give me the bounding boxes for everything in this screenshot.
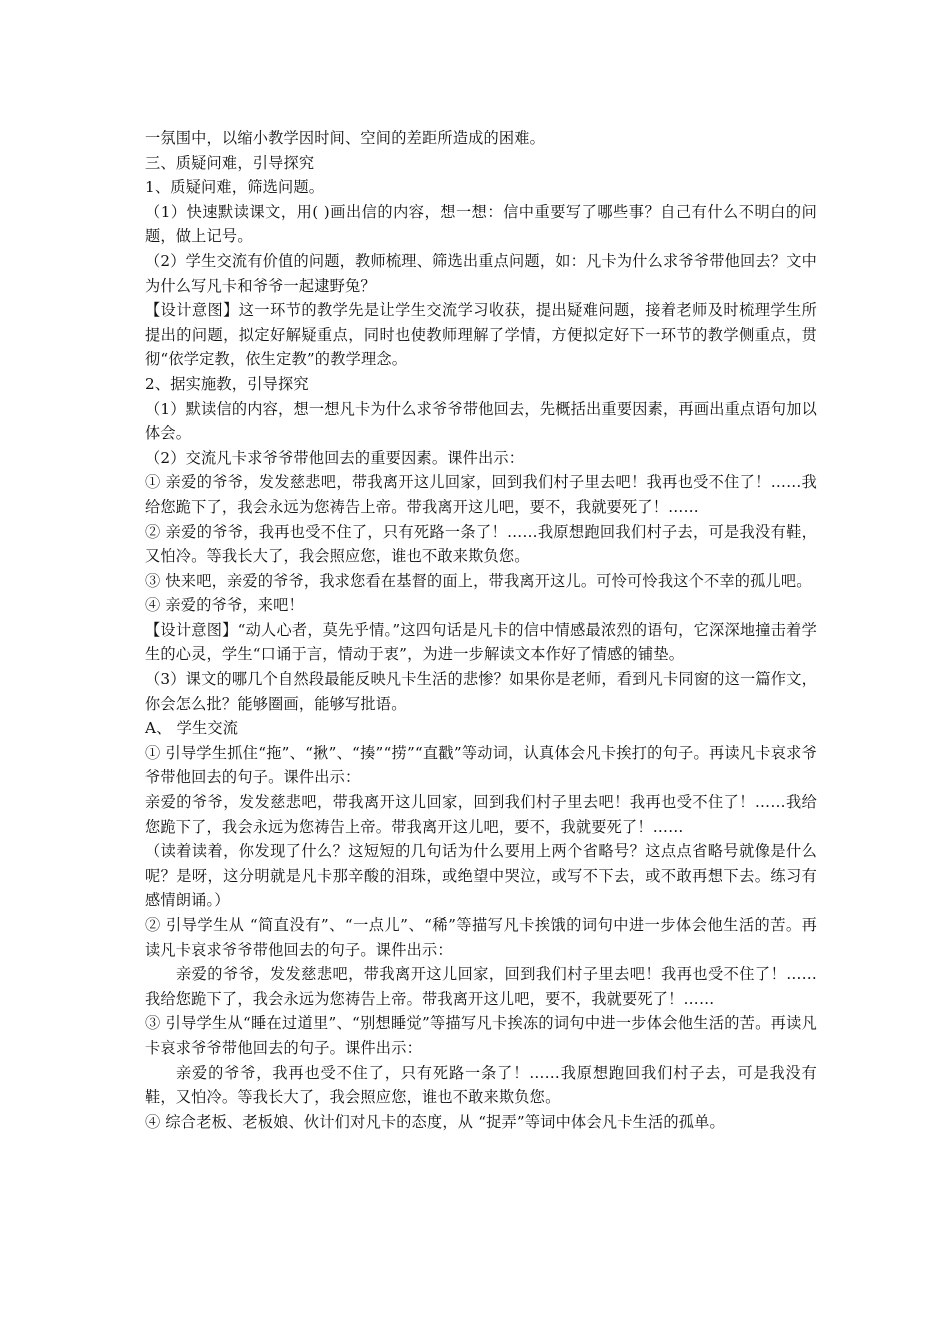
- paragraph: （3）课文的哪几个自然段最能反映凡卡生活的悲惨？如果你是老师，看到凡卡同窗的这一篇作文，你会怎么批？能够圈画，能够写批语。: [145, 670, 817, 713]
- quote-item: ② 亲爱的爷爷，我再也受不住了，只有死路一条了！……我原想跑回我们村子去，可是我没有鞋，又怕冷。等我长大了，我会照应您，谁也不敢来欺负您。: [145, 522, 817, 566]
- paragraph: （1）快速默读课文，用( )画出信的内容，想一想：信中重要写了哪些事？自己有什么不明白的问题，做上记号。: [145, 202, 817, 246]
- quote-item: ④ 亲爱的爷爷，来吧！: [145, 596, 304, 615]
- subsection-heading: 2、据实施教，引导探究: [145, 374, 309, 393]
- paragraph: （读着读着，你发现了什么？这短短的几句话为什么要用上两个省略号？这点点省略号就像是什么呢？是呀，这分明就是凡卡那辛酸的泪珠，或绝望中哭泣，或写不下去，或不敢再想下去。练习有感情朗诵。）: [145, 842, 817, 910]
- list-item: ② 引导学生从 “简直没有”、“一点儿”、“稀”等描写凡卡挨饿的词句中进一步体会他生活的苦。再读凡卡哀求爷爷带他回去的句子。课件出示：: [145, 916, 817, 959]
- design-intent-paragraph: 【设计意图】这一环节的教学先是让学生交流学习收获，提出疑难问题，接着老师及时梳理学生所提出的问题，拟定好解疑重点，同时也使教师理解了学情，方便拟定好下一环节的教学侧重点，贯彻“依学定教，依生定教”的教学理念。: [145, 301, 817, 369]
- design-intent-paragraph: 【设计意图】“动人心者，莫先乎情。”这四句话是凡卡的信中情感最浓烈的语句，它深深地撞击着学生的心灵，学生“口诵于言，情动于衷”，为进一步解读文本作好了情感的铺垫。: [145, 620, 817, 664]
- list-item: ③ 引导学生从“睡在过道里”、“别想睡觉”等描写凡卡挨冻的词句中进一步体会他生活的苦。再读凡卡哀求爷爷带他回去的句子。课件出示：: [145, 1014, 817, 1057]
- list-item: ④ 综合老板、老板娘、伙计们对凡卡的态度，从 “捉弄”等词中体会凡卡生活的孤单。: [145, 1112, 725, 1131]
- subsection-heading: 1、质疑问难，筛选问题。: [145, 178, 325, 197]
- subsection-heading: A、 学生交流: [145, 719, 239, 738]
- section-heading: 三、质疑问难，引导探究: [145, 153, 315, 172]
- paragraph: （2）交流凡卡求爷爷带他回去的重要因素。课件出示：: [145, 448, 525, 467]
- quote-paragraph: 亲爱的爷爷，发发慈悲吧，带我离开这儿回家，回到我们村子里去吧！我再也受不住了！……我给您跪下了，我会永远为您祷告上帝。带我离开这儿吧，要不，我就要死了！……: [145, 793, 817, 836]
- paragraph: 一氛围中，以缩小教学因时间、空间的差距所造成的困难。: [145, 129, 546, 147]
- quote-item: ① 亲爱的爷爷，发发慈悲吧，带我离开这儿回家，回到我们村子里去吧！我再也受不住了！……我给您跪下了，我会永远为您祷告上帝。带我离开这儿吧，要不，我就要死了！……: [145, 473, 817, 516]
- document-page: [145, 126, 817, 1134]
- quote-paragraph: 亲爱的爷爷，发发慈悲吧，带我离开这儿回家，回到我们村子里去吧！我再也受不住了！……我给您跪下了，我会永远为您祷告上帝。带我离开这儿吧，要不，我就要死了！……: [145, 965, 817, 1008]
- paragraph: （1）默读信的内容，想一想凡卡为什么求爷爷带他回去，先概括出重要因素，再画出重点语句加以体会。: [145, 399, 817, 443]
- quote-paragraph: 亲爱的爷爷，我再也受不住了，只有死路一条了！……我原想跑回我们村子去，可是我没有鞋，又怕冷。等我长大了，我会照应您，谁也不敢来欺负您。: [145, 1063, 817, 1107]
- list-item: ① 引导学生抓住“拖”、“揪”、“揍”“捞”“直戳”等动词，认真体会凡卡挨打的句子。再读凡卡哀求爷爷带他回去的句子。课件出示：: [145, 743, 817, 787]
- quote-item: ③ 快来吧，亲爱的爷爷，我求您看在基督的面上，带我离开这儿。可怜可怜我这个不幸的孤儿吧。: [145, 571, 812, 590]
- paragraph: （2）学生交流有价值的问题，教师梳理、筛选出重点问题，如：凡卡为什么求爷爷带他回去？文中为什么写凡卡和爷爷一起逮野兔？: [145, 251, 817, 295]
